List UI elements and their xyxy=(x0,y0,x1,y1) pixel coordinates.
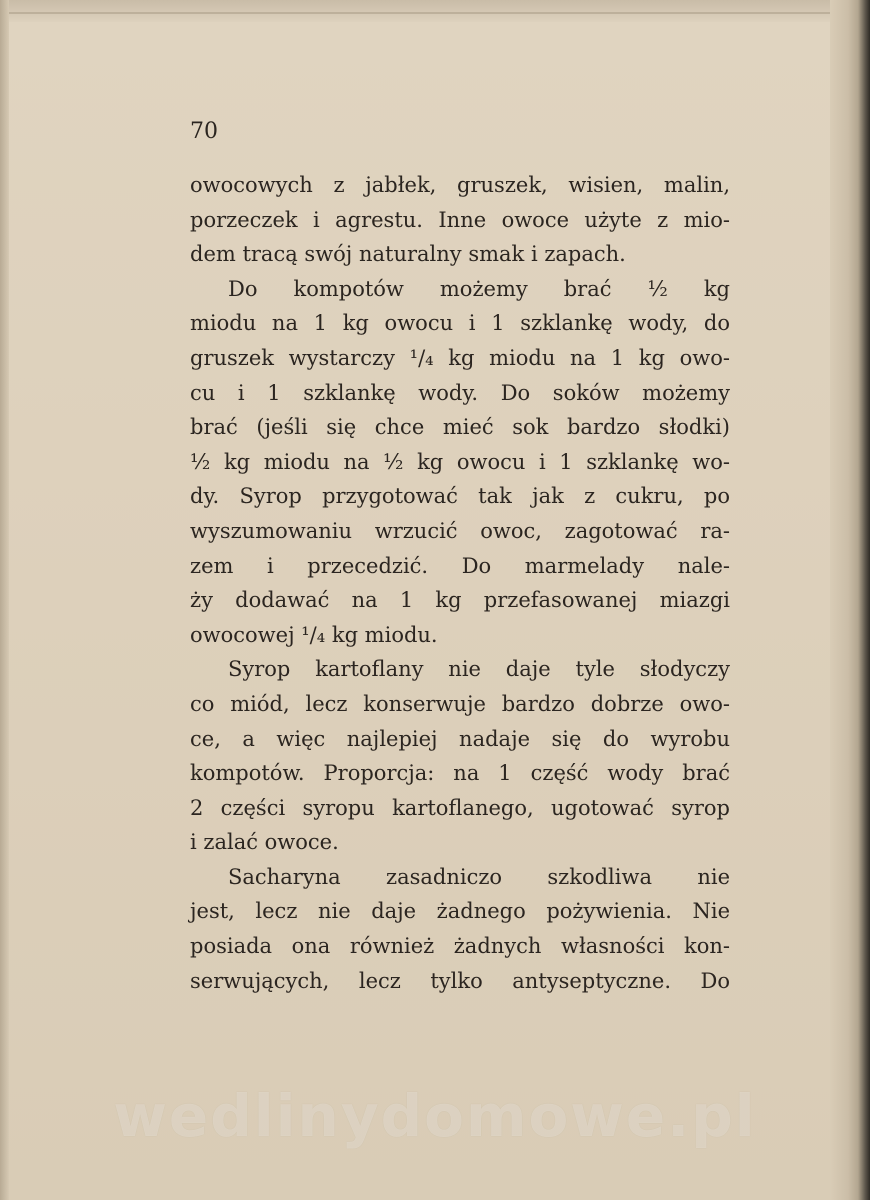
text-line: co miód, lecz konserwuje bardzo dobrze owo- xyxy=(190,691,730,716)
text-line: ce, a więc najlepiej nadaje się do wyrobu xyxy=(190,726,730,751)
text-line: Do kompotów możemy brać ½ kg xyxy=(228,276,730,301)
text-line: owocowych z jabłek, gruszek, wisien, malin, xyxy=(190,173,730,197)
page-top-edge-line xyxy=(0,12,870,14)
text-line: wyszumowaniu wrzucić owoc, zagotować ra- xyxy=(190,518,730,543)
watermark: wedlinydomowe.pl xyxy=(113,1082,757,1150)
text-line: Syrop kartoflany nie daje tyle słodyczy xyxy=(228,657,730,682)
page-left-edge xyxy=(0,0,9,1200)
text-line: porzeczek i agrestu. Inne owoce użyte z mio- xyxy=(190,207,730,232)
text-line: jest, lecz nie daje żadnego pożywienia. Nie xyxy=(190,899,730,924)
text-line: dy. Syrop przygotować tak jak z cukru, po xyxy=(190,484,730,509)
text-line: kompotów. Proporcja: na 1 część wody brać xyxy=(190,761,730,786)
page-number: 70 xyxy=(190,119,218,144)
text-line: i zalać owoce. xyxy=(190,830,339,855)
page-binding-shadow xyxy=(830,0,870,1200)
text-line: gruszek wystarczy ¹/₄ kg miodu na 1 kg owo- xyxy=(190,345,730,370)
page-text xyxy=(190,112,730,998)
text-line: serwujących, lecz tylko antyseptyczne. Do xyxy=(190,968,730,993)
text-line: zem i przecedzić. Do marmelady nale- xyxy=(190,553,730,578)
text-line: miodu na 1 kg owocu i 1 szklankę wody, do xyxy=(190,311,730,336)
text-line: cu i 1 szklankę wody. Do soków możemy xyxy=(190,380,730,405)
text-line: dem tracą swój naturalny smak i zapach. xyxy=(190,242,626,267)
text-line: ½ kg miodu na ½ kg owocu i 1 szklankę wo- xyxy=(190,449,730,474)
text-line: posiada ona również żadnych własności kon- xyxy=(190,934,730,959)
text-line: 2 części syropu kartoflanego, ugotować syrop xyxy=(190,795,730,820)
text-line: ży dodawać na 1 kg przefasowanej miazgi xyxy=(190,588,730,613)
text-line: owocowej ¹/₄ kg miodu. xyxy=(190,622,438,647)
page-top-edge xyxy=(0,0,870,22)
text-line: Sacharyna zasadniczo szkodliwa nie xyxy=(228,864,730,889)
text-line: brać (jeśli się chce mieć sok bardzo słodki) xyxy=(190,415,730,440)
